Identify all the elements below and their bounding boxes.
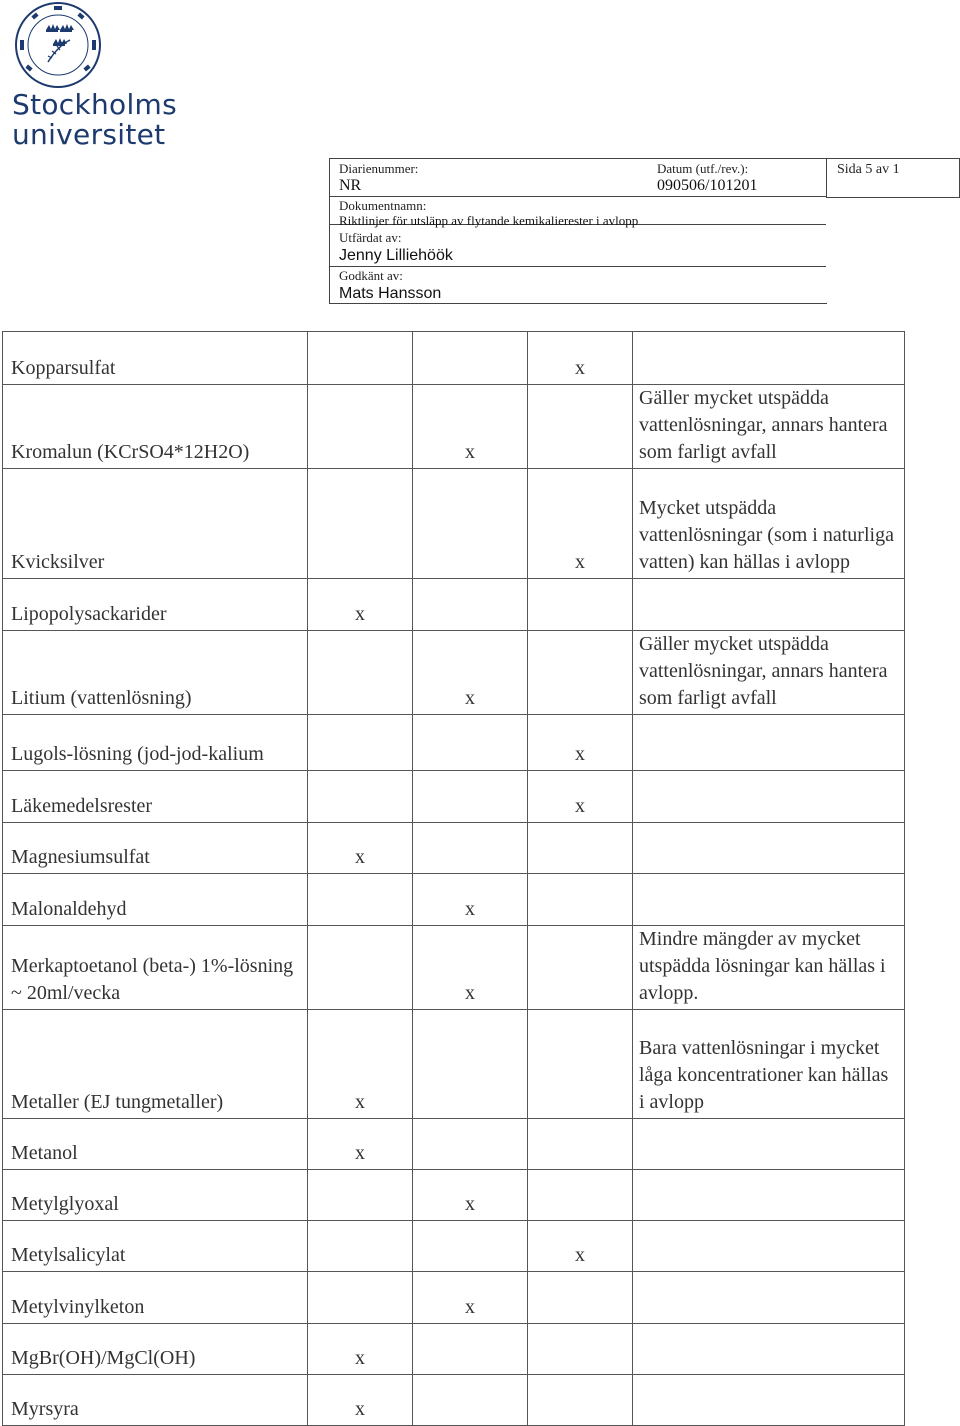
mark-cell bbox=[528, 823, 633, 874]
mark-cell bbox=[413, 469, 528, 579]
mark-cell bbox=[528, 1375, 633, 1426]
mark-cell bbox=[528, 874, 633, 926]
mark-cell bbox=[413, 771, 528, 823]
table-row bbox=[3, 1119, 905, 1170]
mark-cell bbox=[308, 771, 413, 823]
mark-cell bbox=[308, 926, 413, 1010]
chemical-name: Metylvinylketon bbox=[3, 1272, 308, 1324]
chemical-name: Kromalun (KCrSO4*12H2O) bbox=[3, 385, 308, 469]
table-row bbox=[3, 1375, 905, 1426]
table-row bbox=[3, 1324, 905, 1375]
note-cell bbox=[633, 715, 905, 771]
note-cell bbox=[633, 823, 905, 874]
note-cell bbox=[633, 579, 905, 631]
table-row bbox=[3, 823, 905, 874]
mark-cell: x bbox=[308, 823, 413, 874]
chemical-name: Metylsalicylat bbox=[3, 1221, 308, 1272]
datum-label: Datum (utf./rev.): bbox=[657, 161, 749, 176]
mark-cell bbox=[308, 332, 413, 385]
chemical-name: Malonaldehyd bbox=[3, 874, 308, 926]
note-cell: Mycket utspädda vattenlösningar (som i naturliga vatten) kan hällas i avlopp bbox=[633, 469, 905, 579]
mark-cell: x bbox=[528, 332, 633, 385]
mark-cell: x bbox=[413, 874, 528, 926]
datum-value: 090506/101201 bbox=[657, 177, 758, 194]
mark-cell bbox=[413, 332, 528, 385]
mark-cell: x bbox=[308, 1375, 413, 1426]
table-row bbox=[3, 1010, 905, 1119]
university-name: Stockholms universitet bbox=[12, 88, 178, 151]
note-cell bbox=[633, 1272, 905, 1324]
note-cell bbox=[633, 1119, 905, 1170]
table-row bbox=[3, 579, 905, 631]
mark-cell bbox=[528, 1170, 633, 1221]
chemical-name: Magnesiumsulfat bbox=[3, 823, 308, 874]
mark-cell bbox=[413, 579, 528, 631]
mark-cell bbox=[413, 823, 528, 874]
note-cell: Gäller mycket utspädda vattenlösningar, annars hantera som farligt avfall bbox=[633, 631, 905, 715]
chemical-name: Kvicksilver bbox=[3, 469, 308, 579]
chemical-name: Litium (vattenlösning) bbox=[3, 631, 308, 715]
chemical-name: Myrsyra bbox=[3, 1375, 308, 1426]
mark-cell bbox=[413, 1375, 528, 1426]
table-row bbox=[3, 715, 905, 771]
mark-cell bbox=[413, 715, 528, 771]
chemical-name: Metanol bbox=[3, 1119, 308, 1170]
mark-cell: x bbox=[528, 715, 633, 771]
mark-cell bbox=[308, 1221, 413, 1272]
mark-cell bbox=[413, 1119, 528, 1170]
note-cell bbox=[633, 1221, 905, 1272]
diarienummer-value: NR bbox=[339, 177, 362, 194]
mark-cell bbox=[308, 1170, 413, 1221]
mark-cell bbox=[528, 1119, 633, 1170]
note-cell: Mindre mängder av mycket utspädda lösningar kan hällas i avlopp. bbox=[633, 926, 905, 1010]
mark-cell bbox=[528, 1324, 633, 1375]
table-row bbox=[3, 1170, 905, 1221]
table-row bbox=[3, 385, 905, 469]
mark-cell bbox=[413, 1010, 528, 1119]
chemical-name: Lipopolysackarider bbox=[3, 579, 308, 631]
note-cell bbox=[633, 1324, 905, 1375]
dokumentnamn-value: Riktlinjer för utsläpp av flytande kemikalierester i avlopp bbox=[339, 213, 639, 228]
chemical-name: Metylglyoxal bbox=[3, 1170, 308, 1221]
mark-cell bbox=[528, 1010, 633, 1119]
dokumentnamn-label: Dokumentnamn: bbox=[339, 198, 427, 213]
table-row bbox=[3, 1272, 905, 1324]
mark-cell bbox=[308, 631, 413, 715]
note-cell bbox=[633, 1375, 905, 1426]
diarienummer-label: Diarienummer: bbox=[339, 161, 419, 176]
mark-cell: x bbox=[413, 385, 528, 469]
table-row bbox=[3, 926, 905, 1010]
chemical-name: Metaller (EJ tungmetaller) bbox=[3, 1010, 308, 1119]
mark-cell bbox=[308, 1272, 413, 1324]
godkant-label: Godkänt av: bbox=[339, 268, 403, 283]
mark-cell bbox=[528, 385, 633, 469]
table-row bbox=[3, 631, 905, 715]
mark-cell bbox=[308, 715, 413, 771]
utfardat-value: Jenny Lilliehöök bbox=[339, 247, 453, 264]
table-row bbox=[3, 332, 905, 385]
mark-cell: x bbox=[528, 1221, 633, 1272]
chemical-name: Läkemedelsrester bbox=[3, 771, 308, 823]
mark-cell bbox=[413, 1324, 528, 1375]
mark-cell bbox=[528, 1272, 633, 1324]
godkant-value: Mats Hansson bbox=[339, 285, 442, 302]
mark-cell: x bbox=[528, 469, 633, 579]
mark-cell: x bbox=[308, 1119, 413, 1170]
page-number: Sida 5 av 1 bbox=[837, 162, 900, 177]
mark-cell: x bbox=[413, 1272, 528, 1324]
note-cell bbox=[633, 332, 905, 385]
mark-cell bbox=[308, 874, 413, 926]
note-cell bbox=[633, 771, 905, 823]
utfardat-label: Utfärdat av: bbox=[339, 230, 402, 245]
document-header bbox=[329, 158, 960, 304]
mark-cell: x bbox=[528, 771, 633, 823]
chemical-name: Merkaptoetanol (beta-) 1%-lösning ~ 20ml/vecka bbox=[3, 926, 308, 1010]
mark-cell: x bbox=[413, 631, 528, 715]
chemicals-table bbox=[2, 331, 905, 1426]
chemical-name: Lugols-lösning (jod-jod-kalium bbox=[3, 715, 308, 771]
mark-cell bbox=[528, 631, 633, 715]
mark-cell bbox=[528, 579, 633, 631]
note-cell bbox=[633, 1170, 905, 1221]
table-row bbox=[3, 1221, 905, 1272]
table-row bbox=[3, 874, 905, 926]
mark-cell bbox=[413, 1221, 528, 1272]
chemical-name: MgBr(OH)/MgCl(OH) bbox=[3, 1324, 308, 1375]
university-seal-icon bbox=[8, 0, 108, 90]
note-cell bbox=[633, 874, 905, 926]
table-row bbox=[3, 771, 905, 823]
mark-cell: x bbox=[413, 1170, 528, 1221]
mark-cell bbox=[308, 385, 413, 469]
mark-cell: x bbox=[308, 1324, 413, 1375]
chemical-name: Kopparsulfat bbox=[3, 332, 308, 385]
mark-cell: x bbox=[413, 926, 528, 1010]
mark-cell: x bbox=[308, 579, 413, 631]
table-row bbox=[3, 469, 905, 579]
mark-cell bbox=[308, 469, 413, 579]
mark-cell: x bbox=[308, 1010, 413, 1119]
university-logo bbox=[6, 0, 196, 152]
note-cell: Bara vattenlösningar i mycket låga koncentrationer kan hällas i avlopp bbox=[633, 1010, 905, 1119]
mark-cell bbox=[528, 926, 633, 1010]
note-cell: Gäller mycket utspädda vattenlösningar, annars hantera som farligt avfall bbox=[633, 385, 905, 469]
